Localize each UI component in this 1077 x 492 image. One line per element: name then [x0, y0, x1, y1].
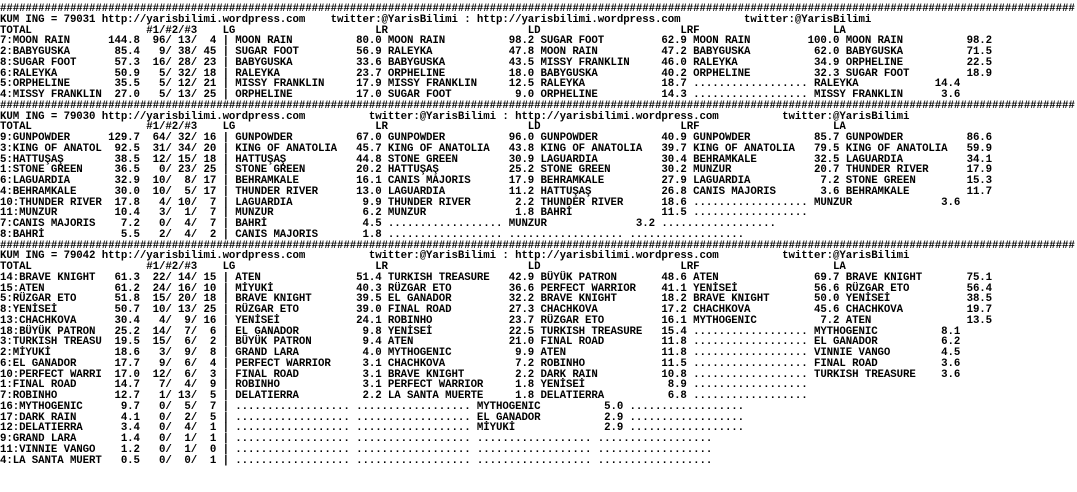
- horse-row: 6:LAGUARDIA 32.9 10/ 8/ 17 | BEHRAMKALE 16.1 CANIS MAJORIS 17.9 BEHRAMKALE 27.9 LAGUARDIA 7.2 STONE GREEN 15.3: [0, 175, 993, 187]
- horse-row: 8:SUGAR FOOT 57.3 16/ 28/ 23 | BABYGUSKA 33.6 BABYGUSKA 43.5 MISSY FRANKLIN 46.0 RALEYKA 34.9 ORPHELINE 22.5: [0, 56, 993, 69]
- horse-row: 18:BÜYÜK PATRON 25.2 14/ 7/ 6 | EL GANADOR 9.8 YENİSEİ 22.5 TURKISH TREASURE 15.4 .................. MYTHOGENIC 8.1: [0, 325, 961, 338]
- horse-row: 16:MYTHOGENIC 9.7 0/ 5/ 7 | .................. .................. MYTHOGENIC 5.0 ..................: [0, 400, 745, 413]
- horse-row: 5:ORPHELINE 35.5 5/ 12/ 21 | MISSY FRANKLIN 17.9 MISSY FRANKLIN 12.5 RALEYKA 18.7 .................. RALEYKA 14.4: [0, 78, 961, 91]
- horse-row: 6:RALEYKA 50.9 5/ 32/ 18 | RALEYKA 23.7 ORPHELINE 18.0 BABYGUSKA 40.2 ORPHELINE 32.3 SUGAR FOOT 18.9: [0, 67, 993, 80]
- separator-line: #########################################################################################################################################################################: [0, 239, 1075, 252]
- horse-row: 8:YENİSEİ 50.7 10/ 13/ 25 | RÜZGAR ETO 39.0 FINAL ROAD 27.3 CHACHKOVA 17.2 CHACHKOVA 45.6 CHACHKOVA 19.7: [0, 304, 993, 316]
- column-header-line: TOTAL #1/#2/#3 LG LR LD LRF LA: [0, 121, 846, 134]
- race-header-line: KUM ING = 79042 http://yarisbilimi.wordpress.com twitter:@YarisBilimi : http://yarisbilimi.wordpress.com twitter:@YarisBilimi: [0, 250, 910, 263]
- horse-row: 6:EL GANADOR 17.7 9/ 6/ 4 | PERFECT WARRIOR 3.1 CHACHKOVA 7.2 ROBINHO 11.5 .................. FINAL ROAD 3.6: [0, 357, 961, 370]
- horse-row: 11:MUNZUR 10.4 3/ 1/ 7 | MUNZUR 6.2 MUNZUR 1.8 BAHRİ 11.5 ..................: [0, 207, 808, 220]
- separator-line: #########################################################################################################################################################################: [0, 3, 1075, 15]
- horse-row: 5:RÜZGAR ETO 51.8 15/ 20/ 18 | BRAVE KNIGHT 39.5 EL GANADOR 32.2 BRAVE KNIGHT 18.2 BRAVE KNIGHT 50.0 YENİSEİ 38.5: [0, 293, 993, 306]
- horse-row: 4:BEHRAMKALE 30.0 10/ 5/ 17 | THUNDER RIVER 13.0 LAGUARDIA 11.2 HATTUŞAŞ 26.8 CANIS MAJORIS 3.6 BEHRAMKALE 11.7: [0, 185, 993, 198]
- horse-row: 1:STONE GREEN 36.5 0/ 23/ 25 | STONE GREEN 20.2 HATTUŞAŞ 25.2 STONE GREEN 30.2 MUNZUR 20.7 THUNDER RIVER 17.9: [0, 164, 993, 177]
- horse-row: 4:LA SANTA MUERT 0.5 0/ 0/ 1 | .................. .................. .................. ..................: [0, 454, 713, 467]
- horse-row: 7:CANIS MAJORIS 7.2 0/ 4/ 7 | BAHRİ 4.5 .................. MUNZUR 3.2 ..................: [0, 218, 776, 230]
- horse-row: 7:MOON RAIN 144.8 96/ 13/ 4 | MOON RAIN 80.0 MOON RAIN 98.2 SUGAR FOOT 62.9 MOON RAIN 100.0 MOON RAIN 98.2: [0, 35, 993, 48]
- horse-row: 11:VINNIE VANGO 1.2 0/ 1/ 0 | .................. .................. .................. ..................: [0, 443, 713, 456]
- race-header-line: KUM ING = 79030 http://yarisbilimi.wordpress.com twitter:@YarisBilimi : http://yarisbilimi.wordpress.com twitter:@YarisBilimi: [0, 110, 910, 123]
- race-header-line: KUM ING = 79031 http://yarisbilimi.wordpress.com twitter:@YarisBilimi : http://yarisbilimi.wordpress.com twitter:@YarisBilimi: [0, 13, 872, 26]
- horse-row: 15:ATEN 61.2 24/ 16/ 10 | MİYUKİ 40.3 RÜZGAR ETO 36.6 PERFECT WARRIOR 41.1 YENİSEİ 56.6 RÜZGAR ETO 56.4: [0, 282, 993, 295]
- column-header-line: TOTAL #1/#2/#3 LG LR LD LRF LA: [0, 261, 846, 273]
- horse-row: 14:BRAVE KNIGHT 61.3 22/ 14/ 15 | ATEN 51.4 TURKISH TREASURE 42.9 BÜYÜK PATRON 48.6 ATEN 69.7 BRAVE KNIGHT 75.1: [0, 271, 993, 284]
- horse-row: 1:FINAL ROAD 14.7 7/ 4/ 9 | ROBINHO 3.1 PERFECT WARRIOR 1.8 YENİSEİ 8.9 ..................: [0, 379, 808, 392]
- horse-row: 9:GUNPOWDER 129.7 64/ 32/ 16 | GUNPOWDER 67.0 GUNPOWDER 96.0 GUNPOWDER 40.9 GUNPOWDER 85.7 GUNPOWDER 86.6: [0, 132, 993, 144]
- horse-row: 10:PERFECT WARRI 17.0 12/ 6/ 3 | FINAL ROAD 3.1 BRAVE KNIGHT 2.2 DARK RAIN 10.8 .................. TURKISH TREASURE 3.6: [0, 368, 961, 381]
- horse-row: 8:BAHRİ 5.5 2/ 4/ 2 | CANIS MAJORIS 1.8 .................. .................. ..................: [0, 228, 745, 241]
- horse-row: 3:KING OF ANATOL 92.5 31/ 34/ 20 | KING OF ANATOLIA 45.7 KING OF ANATOLIA 43.8 KING OF ANATOLIA 39.7 KING OF ANATOLIA 79.5 KING OF ANATOLIA 59.9: [0, 142, 993, 155]
- horse-row: 4:MISSY FRANKLIN 27.0 5/ 13/ 25 | ORPHELINE 17.0 SUGAR FOOT 9.0 ORPHELINE 14.3 .................. MISSY FRANKLIN 3.6: [0, 89, 961, 101]
- horse-row: 5:HATTUŞAŞ 38.5 12/ 15/ 18 | HATTUŞAŞ 44.8 STONE GREEN 30.9 LAGUARDIA 30.4 BEHRAMKALE 32.5 LAGUARDIA 34.1: [0, 153, 993, 166]
- horse-row: 9:GRAND LARA 1.4 0/ 1/ 1 | .................. .................. .................. ..................: [0, 433, 713, 445]
- horse-row: 3:TURKISH TREASU 19.5 15/ 6/ 2 | BÜYÜK PATRON 9.4 ATEN 21.0 FINAL ROAD 11.8 .................. EL GANADOR 6.2: [0, 336, 961, 349]
- column-header-line: TOTAL #1/#2/#3 LG LR LD LRF LA: [0, 24, 846, 37]
- horse-row: 10:THUNDER RIVER 17.8 4/ 10/ 7 | LAGUARDIA 9.9 THUNDER RIVER 2.2 THUNDER RIVER 18.6 .................. MUNZUR 3.6: [0, 196, 961, 209]
- horse-row: 17:DARK RAIN 4.1 0/ 2/ 5 | .................. .................. EL GANADOR 2.9 ..................: [0, 411, 745, 424]
- horse-row: 2:BABYGUSKA 85.4 9/ 38/ 45 | SUGAR FOOT 56.9 RALEYKA 47.8 MOON RAIN 47.2 BABYGUSKA 62.0 BABYGUSKA 71.5: [0, 46, 993, 58]
- horse-row: 7:ROBINHO 12.7 1/ 13/ 5 | DELATIERRA 2.2 LA SANTA MUERTE 1.8 DELATIERRA 6.8 ..................: [0, 390, 808, 402]
- horse-row: 12:DELATIERRA 3.4 0/ 4/ 1 | .................. .................. MİYUKİ 2.9 ..................: [0, 422, 745, 435]
- separator-line: #########################################################################################################################################################################: [0, 99, 1075, 112]
- horse-row: 2:MİYUKİ 18.6 3/ 9/ 8 | GRAND LARA 4.0 MYTHOGENIC 9.9 ATEN 11.8 .................. VINNIE VANGO 4.5: [0, 347, 961, 359]
- horse-row: 13:CHACHKOVA 30.4 4/ 9/ 16 | YENİSEİ 24.1 ROBINHO 23.7 RÜZGAR ETO 16.1 MYTHOGENIC 7.2 ATEN 13.5: [0, 314, 993, 327]
